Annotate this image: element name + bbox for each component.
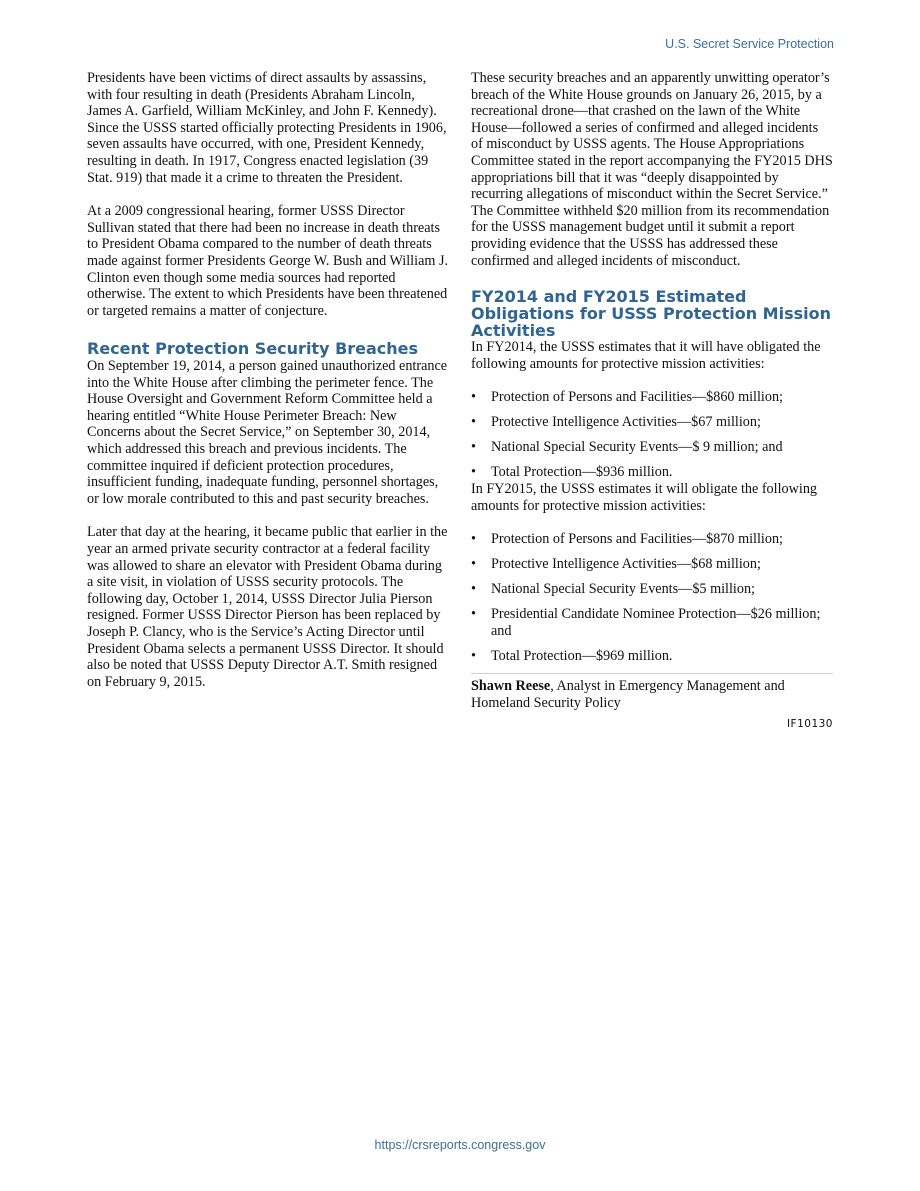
list-item: • Total Protection—$936 million. [471,464,673,481]
bullet-icon: • [471,581,476,598]
bullet-icon: • [471,464,476,481]
footer-link[interactable]: https://crsreports.congress.gov [374,1138,546,1152]
bullet-icon: • [471,647,476,664]
paragraph-drone-misconduct: These security breaches and an apparently unwitting operator’s breach of the White House grounds on January 26, 2015, by a recreational drone—that crashed on the lawn of the White House—followed a series of confirmed and alleged incidents of misconduct by USSS agents. The House Appropriations Committee stated in the report accompanying the FY2015 DHS appropriations bill that it was “deeply disappointed by recurring allegations of misconduct within the Secret Service.” The Committee withheld $20 million from its recommendation for the USSS management budget until it submit a report providing evidence that the USSS has addressed these confirmed and alleged incidents of misconduct. [471,70,833,269]
list-item: • National Special Security Events—$5 million; [471,581,755,598]
author-title: , Analyst in Emergency Management and Homeland Security Policy [471,678,785,711]
document-id: IF10130 [786,718,833,731]
list-item: • Protective Intelligence Activities—$68 million; [471,556,761,573]
list-item: • Protective Intelligence Activities—$67 million; [471,414,761,431]
paragraph-assassinations: Presidents have been victims of direct assaults by assassins, with four resulting in death (Presidents Abraham Lincoln, James A. Garfield, William McKinley, and John F. Kennedy). Since the USSS started officially protecting Presidents in 1906, seven assaults have occurred, with one, President Kennedy, resulting in death. In 1917, Congress enacted legislation (39 Stat. 919) that made it a crime to threaten the President. [87,70,447,186]
left-column [87,70,449,690]
bullet-icon: • [471,389,476,406]
list-item: • National Special Security Events—$ 9 million; and [471,439,783,456]
author-block [471,673,833,711]
paragraph-death-threats: At a 2009 congressional hearing, former USSS Director Sullivan stated that there had been no increase in death threats to President Obama compared to the number of death threats made against former Presidents George W. Bush and William J. Clinton even though some media sources had reported otherwise. The extent to which Presidents have been threatened or targeted remains a matter of conjecture. [87,203,449,319]
heading-obligations: FY2014 and FY2015 Estimated Obligations for USSS Protection Mission Activities [471,287,831,340]
list-item: • Protection of Persons and Facilities—$860 million; [471,389,784,406]
list-item: • Presidential Candidate Nominee Protection—$26 million; and [471,606,821,639]
fy2015-list [471,531,833,664]
heading-security-breaches: Recent Protection Security Breaches [87,339,419,359]
bullet-icon: • [471,439,476,456]
bullet-icon: • [471,414,476,431]
paragraph-elevator-incident: Later that day at the hearing, it became public that earlier in the year an armed private security contractor at a federal facility was allowed to share an elevator with President Obama during a site visit, in violation of USSS security protocols. The following day, October 1, 2014, USSS Director Julia Pierson resigned. Former USSS Director Pierson has been replaced by Joseph P. Clancy, who is the Service’s Acting Director until President Obama selects a permanent USSS Director. It should also be noted that USSS Deputy Director A.T. Smith resigned on February 9, 2015. [87,524,448,690]
right-column [471,70,833,733]
fy2015-intro: In FY2015, the USSS estimates it will obligate the following amounts for protective mission activities: [471,480,818,514]
list-item: • Total Protection—$969 million. [471,647,673,664]
bullet-icon: • [471,556,476,573]
author-name: Shawn Reese [471,678,551,695]
bullet-icon: • [471,606,476,623]
fy2014-intro: In FY2014, the USSS estimates that it will have obligated the following amounts for protective mission activities: [471,339,821,372]
fy2014-list [471,389,833,481]
list-item: • Protection of Persons and Facilities—$870 million; [471,531,784,548]
bullet-icon: • [471,531,476,548]
paragraph-perimeter-breach: On September 19, 2014, a person gained unauthorized entrance into the White House after climbing the perimeter fence. The House Oversight and Government Reform Committee held a hearing entitled “White House Perimeter Breach: New Concerns about the Secret Service,” on September 30, 2014, which addressed this breach and previous incidents. The committee inquired if deficient protection procedures, insufficient funding, inadequate funding, personnel shortages, or low morale contributed to this and past security breaches. [87,358,448,507]
running-header: U.S. Secret Service Protection [665,37,834,51]
